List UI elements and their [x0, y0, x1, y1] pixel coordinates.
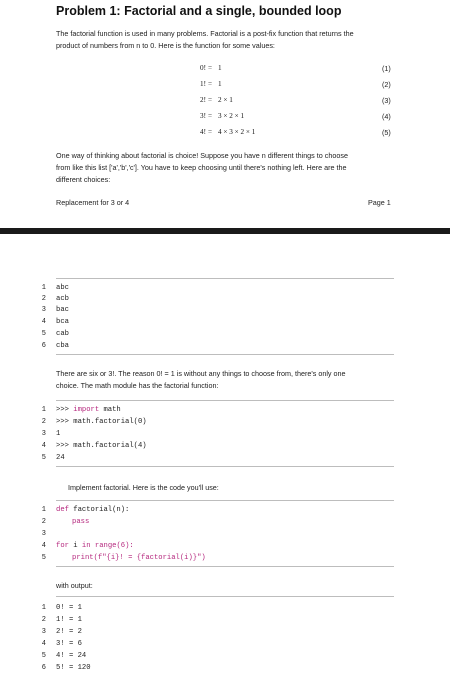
- eq-2-rhs: 1: [218, 80, 222, 88]
- code-line: cab: [56, 330, 69, 338]
- eq-1-number: (1): [382, 64, 391, 73]
- footer-left: Replacement for 3 or 4: [56, 198, 130, 207]
- code-line: bac: [56, 306, 69, 314]
- code-line: >>> math.factorial(0): [56, 418, 147, 426]
- code-line: bca: [56, 318, 69, 326]
- code-line: abc: [56, 284, 69, 292]
- eq-5-rhs: 4 × 3 × 2 × 1: [218, 128, 256, 136]
- output-line: 5! = 120: [56, 664, 91, 672]
- eq-5-number: (5): [382, 128, 391, 137]
- output-line: 4! = 24: [56, 652, 87, 660]
- line-number: 5: [41, 330, 46, 338]
- line-number: 1: [41, 604, 46, 612]
- keyword: for: [56, 542, 69, 550]
- keyword: in: [81, 542, 91, 550]
- page-1: [0, 0, 450, 228]
- with-output-text: with output:: [56, 581, 93, 590]
- output-line: 1! = 1: [56, 616, 82, 624]
- line-number: 5: [41, 652, 46, 660]
- line-number: 1: [41, 506, 46, 514]
- prompt: >>>: [56, 406, 74, 414]
- code-block-top-rule: [56, 500, 394, 501]
- string-literal: "{i}! = {factorial(i)}": [102, 554, 202, 562]
- output-line: 3! = 6: [56, 640, 82, 648]
- code-line: [56, 542, 134, 550]
- page-2: [0, 234, 450, 700]
- eq-4-equals: =: [208, 112, 213, 120]
- eq-2-equals: =: [208, 80, 213, 88]
- eq-3-lhs: 2!: [200, 96, 206, 104]
- six-line-2: choice. The math module has the factorial function:: [56, 381, 219, 390]
- line-number: 2: [41, 518, 46, 526]
- code-line: acb: [56, 295, 69, 303]
- keyword: pass: [72, 518, 90, 526]
- eq-3-number: (3): [382, 96, 391, 105]
- output-line: 0! = 1: [56, 604, 82, 612]
- code-line: 1: [56, 430, 61, 438]
- intro-line-1: The factorial function is used in many problems. Factorial is a post-fix function that returns the: [56, 29, 354, 38]
- code-text: math: [99, 406, 121, 414]
- eq-1-lhs: 0!: [200, 64, 206, 72]
- code-line: [72, 554, 206, 562]
- eq-4-number: (4): [382, 112, 391, 121]
- code-block-top-rule: [56, 400, 394, 401]
- line-number: 1: [41, 284, 46, 292]
- line-number: 3: [41, 530, 46, 538]
- line-number: 3: [41, 628, 46, 636]
- choice-line-3: different choices:: [56, 175, 111, 184]
- line-number: 4: [41, 542, 46, 550]
- keyword: def: [56, 506, 69, 514]
- code-text: i: [68, 542, 82, 550]
- eq-4-rhs: 3 × 2 × 1: [218, 112, 245, 120]
- keyword: import: [73, 406, 100, 414]
- eq-1-rhs: 1: [218, 64, 222, 72]
- line-number: 5: [41, 454, 46, 462]
- implement-text: Implement factorial. Here is the code you'll use:: [68, 483, 219, 492]
- page-number: Page 1: [368, 198, 391, 207]
- code-line: >>> math.factorial(4): [56, 442, 147, 450]
- line-number: 4: [41, 318, 46, 326]
- eq-4-lhs: 3!: [200, 112, 206, 120]
- code-line: [56, 406, 121, 414]
- eq-3-equals: =: [208, 96, 213, 104]
- builtin: range(6):: [94, 542, 134, 550]
- code-line: cba: [56, 342, 69, 350]
- line-number: 4: [41, 442, 46, 450]
- eq-2-lhs: 1!: [200, 80, 206, 88]
- line-number: 2: [41, 616, 46, 624]
- six-line-1: There are six or 3!. The reason 0! = 1 is without any things to choose from, there's only one: [56, 369, 346, 378]
- line-number: 1: [41, 406, 46, 414]
- code-block-bottom-rule: [56, 566, 394, 567]
- eq-5-lhs: 4!: [200, 128, 206, 136]
- line-number: 6: [41, 342, 46, 350]
- eq-2-number: (2): [382, 80, 391, 89]
- output-line: 2! = 2: [56, 628, 82, 636]
- code-block-top-rule: [56, 596, 394, 597]
- builtin: print(f: [72, 554, 103, 562]
- code-text: ): [201, 554, 206, 562]
- code-line: 24: [56, 454, 65, 462]
- page-title: Problem 1: Factorial and a single, bounded loop: [56, 4, 342, 18]
- code-block-bottom-rule: [56, 466, 394, 467]
- code-line: [56, 506, 129, 514]
- code-block-bottom-rule: [56, 354, 394, 355]
- line-number: 5: [41, 554, 46, 562]
- line-number: 2: [41, 295, 46, 303]
- code-block-top-rule: [56, 278, 394, 279]
- line-number: 3: [41, 430, 46, 438]
- line-number: 3: [41, 306, 46, 314]
- eq-3-rhs: 2 × 1: [218, 96, 233, 104]
- choice-line-2: from like this list ['a','b','c']. You have to keep choosing until there's nothing left. Here are the: [56, 163, 347, 172]
- line-number: 6: [41, 664, 46, 672]
- choice-line-1: One way of thinking about factorial is choice! Suppose you have n different things to choose: [56, 151, 348, 160]
- code-line: [72, 518, 89, 526]
- line-number: 2: [41, 418, 46, 426]
- line-number: 4: [41, 640, 46, 648]
- code-text: factorial(n):: [68, 506, 130, 514]
- eq-1-equals: =: [208, 64, 213, 72]
- eq-5-equals: =: [208, 128, 213, 136]
- intro-line-2: product of numbers from n to 0. Here is the function for some values:: [56, 41, 275, 50]
